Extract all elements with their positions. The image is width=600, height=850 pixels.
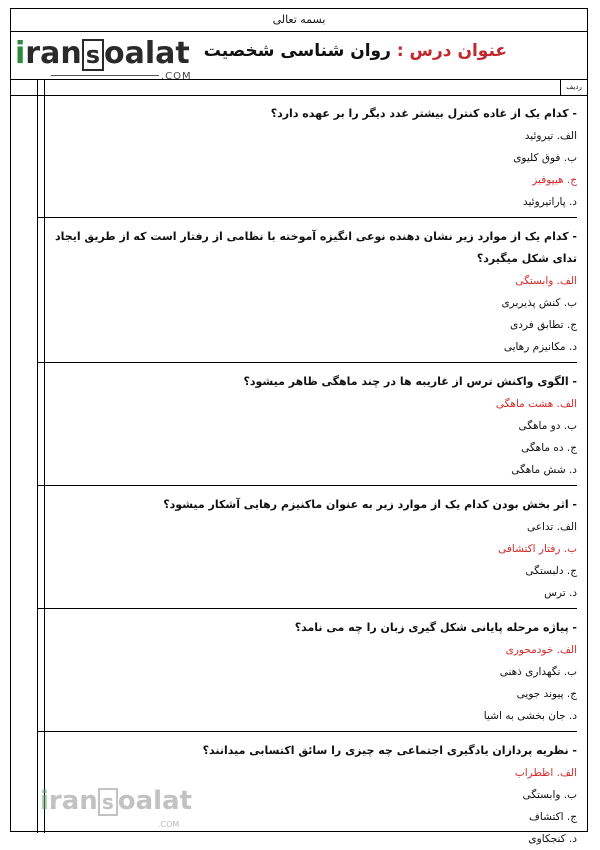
answer-option: ج. تطابق فردی [510, 319, 577, 331]
question-separator [37, 217, 577, 218]
logo-com-text: .COM [161, 71, 192, 82]
question-text: - الگوی واکنش ترس از غاریبه ها در چند ماهگی ظاهر میشود؟ [243, 375, 577, 388]
basmala-header: بسمه تعالی [11, 9, 587, 32]
answer-option-correct: ب. رفتار اکتشافی [498, 543, 577, 555]
answer-option-correct: الف. خودمحوری [505, 644, 577, 656]
course-title [204, 41, 507, 61]
answer-option-correct: الف. وابستگی [515, 275, 577, 287]
question-block [45, 494, 585, 609]
answer-option: ب. نگهداری ذهنی [499, 666, 577, 678]
question-separator [37, 362, 577, 363]
answer-option-correct: الف. هشت ماهگی [495, 398, 577, 410]
logo-underline [51, 75, 159, 76]
answer-option: ب. وابستگی [522, 789, 577, 801]
watermark-logo: iran s oalat [40, 786, 193, 816]
answer-option: الف. تداعی [526, 521, 577, 533]
answer-option: د. جان بخشی به اشیا [483, 710, 577, 722]
answer-option: ج. اکتشاف [529, 811, 577, 823]
questions-list [45, 95, 585, 850]
row-number-header: ردیف [560, 79, 587, 95]
question-block [45, 103, 585, 218]
answer-option: الف. تیروئید [524, 130, 577, 142]
watermark-com-text: .COM [158, 820, 180, 829]
course-title-value: روان شناسی شخصیت [203, 41, 391, 61]
column-header-row [11, 79, 587, 96]
answer-option: ج. ده ماهگی [521, 442, 577, 454]
answer-option-correct: ج. هیپوفیز [532, 174, 577, 186]
answer-option: د. کنجکاوی [528, 833, 577, 845]
question-block [45, 617, 585, 732]
answer-option: د. مکانیزم رهایی [503, 341, 577, 353]
answer-option: ب. دو ماهگی [518, 420, 577, 432]
question-text: - کدام یک از غاده کنترل بیشتر غدد دیگر را بر عهده دارد؟ [270, 107, 577, 120]
question-separator [37, 485, 577, 486]
question-text: - کدام یک از موارد زیر نشان دهنده نوعی انگیزه آموخته با نظامی از رفتار است که از طریق ایجاد تدای شکل میگیرد؟ [54, 230, 577, 265]
question-text: - نظریه پردازان یادگیری اجتماعی چه چیزی را سائق اکتسابی میدانند؟ [202, 744, 577, 757]
margin-line-outer [37, 79, 38, 833]
answer-option: د. شش ماهگی [511, 464, 577, 476]
answer-option-correct: الف. اظطراب [514, 767, 577, 779]
course-title-label: عنوان درس : [396, 41, 507, 61]
answer-option: د. ترس [544, 587, 577, 599]
question-text: - پیاژه مرحله پایانی شکل گیری زبان را چه می نامد؟ [294, 621, 577, 634]
iransoalat-logo: iran s oalat [15, 36, 190, 71]
exam-page [10, 8, 588, 845]
question-text: - اثر بخش بودن کدام یک از موارد زیر به عنوان ماکنیزم رهایی آشکار میشود؟ [163, 498, 577, 511]
answer-option: د. پاراتیروئید [522, 196, 577, 208]
question-block [45, 371, 585, 486]
title-header [11, 31, 587, 80]
answer-option: ب. کنش پذیربری [501, 297, 577, 309]
answer-option: ج. دلبستگی [525, 565, 577, 577]
question-separator [37, 608, 577, 609]
question-separator [37, 731, 577, 732]
answer-option: ج. پیوند جویی [516, 688, 577, 700]
question-block [45, 226, 585, 363]
answer-option: ب. فوق کلیوی [513, 152, 577, 164]
